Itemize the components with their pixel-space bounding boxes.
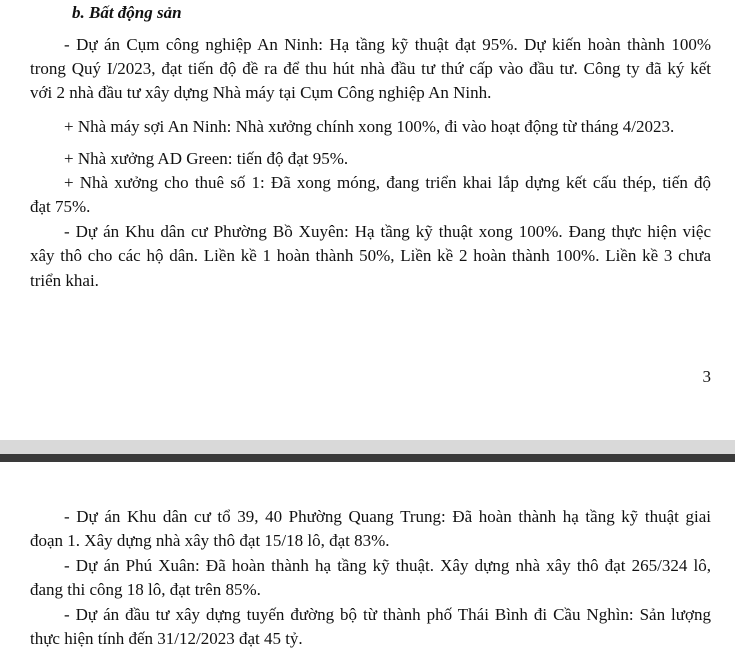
page-number: 3 (702, 367, 711, 386)
paragraph-line: - Dự án Khu dân cư tổ 39, 40 Phường Quang Trung: Đã hoàn thành hạ tầng kỹ thuật giai (64, 507, 711, 526)
bullet-line: + Nhà máy sợi An Ninh: Nhà xưởng chính xong 100%, đi vào hoạt động từ tháng 4/2023. (64, 117, 675, 136)
paragraph-line: triển khai. (30, 271, 99, 290)
paragraph-line: với 2 nhà đầu tư xây dựng Nhà máy tại Cụm Công nghiệp An Ninh. (30, 83, 492, 102)
paragraph-line: đạt 75%. (30, 197, 91, 216)
paragraph-line: - Dự án Cụm công nghiệp An Ninh: Hạ tầng kỹ thuật đạt 95%. Dự kiến hoàn thành 100% (64, 35, 711, 54)
paragraph-line: - Dự án Phú Xuân: Đã hoàn thành hạ tầng kỹ thuật. Xây dựng nhà xây thô đạt 265/324 lô, (64, 556, 711, 575)
bullet-line: + Nhà xưởng AD Green: tiến độ đạt 95%. (64, 149, 349, 168)
page-separator (0, 440, 735, 462)
section-heading: b. Bất động sản (72, 3, 182, 22)
paragraph-line: thực hiện tính đến 31/12/2023 đạt 45 tỷ. (30, 629, 303, 648)
paragraph-line: đang thi công 18 lô, đạt trên 85%. (30, 580, 261, 599)
document-page-bottom (0, 462, 735, 658)
page-separator-bar (0, 454, 735, 462)
paragraph-line: xây thô cho các hộ dân. Liền kề 1 hoàn thành 50%, Liền kề 2 hoàn thành 100%. Liền kề 3 chưa (30, 246, 711, 265)
bullet-line: + Nhà xưởng cho thuê số 1: Đã xong móng, đang triển khai lắp dựng kết cấu thép, tiến độ (64, 173, 711, 192)
paragraph-line: đoạn 1. Xây dựng nhà xây thô đạt 15/18 lô, đạt 83%. (30, 531, 390, 550)
paragraph-line: trong Quý I/2023, đạt tiến độ đề ra để thu hút nhà đầu tư thứ cấp vào đầu tư. Công ty đã ký kết (30, 59, 711, 78)
paragraph-line: - Dự án Khu dân cư Phường Bồ Xuyên: Hạ tầng kỹ thuật xong 100%. Đang thực hiện việc (64, 222, 711, 241)
paragraph-line: - Dự án đầu tư xây dựng tuyến đường bộ từ thành phố Thái Bình đi Cầu Nghìn: Sản lượng (64, 605, 711, 624)
